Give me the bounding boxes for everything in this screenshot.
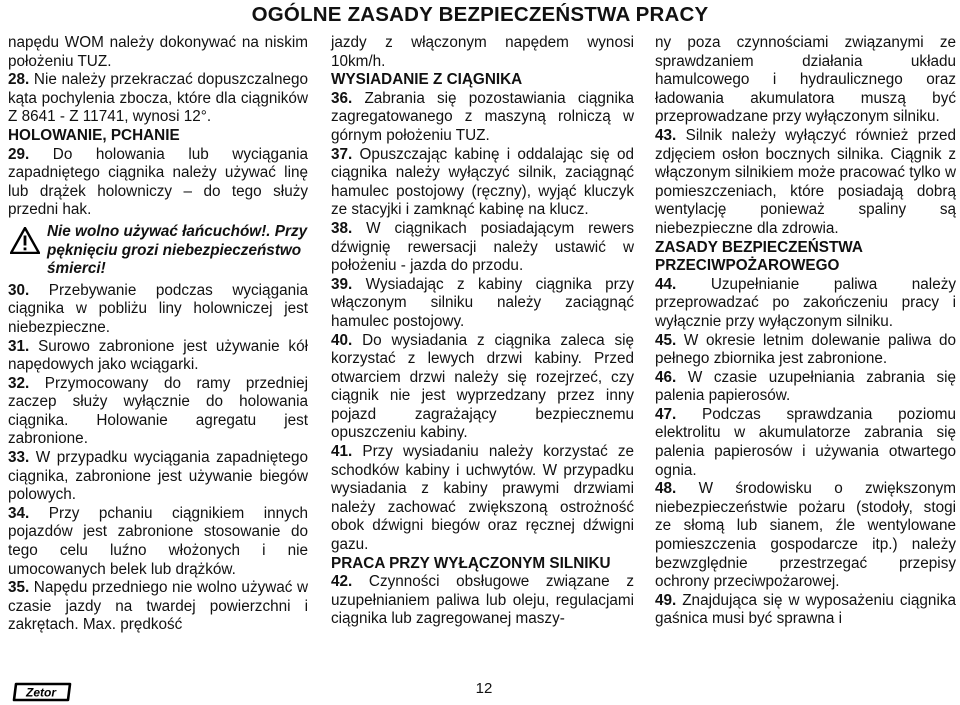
- item-number: 35.: [8, 579, 30, 597]
- warning-box: [8, 223, 308, 279]
- item-text: W środowisku o zwiększonym niebezpieczeństwie pożaru (stodoły, stogi ze słomą lub sianem, źle wentylowane pomieszczenia gospodarcze itp.) należy bezwzględnie przestrzegać przepisy ochrony przeciwpożarowej.: [655, 480, 956, 591]
- item-number: 36.: [331, 89, 353, 107]
- item-40: [331, 332, 634, 444]
- item-44: [655, 276, 956, 332]
- item-number: 47.: [655, 405, 677, 423]
- item-number: 32.: [8, 374, 30, 392]
- section-heading-pozar: ZASADY BEZPIECZEŃSTWA PRZECIWPOŻAROWEGO: [655, 238, 863, 275]
- item-number: 34.: [8, 504, 30, 522]
- item-text: W czasie uzupełniania zabrania się palenia papierosów.: [655, 368, 956, 405]
- item-number: 39.: [331, 275, 353, 293]
- column-2: [331, 34, 634, 629]
- item-number: 33.: [8, 449, 30, 467]
- item-number: 31.: [8, 337, 30, 355]
- item-38: [331, 220, 634, 276]
- warning-text: Nie wolno używać łańcuchów!. Przy pęknięciu grozi niebezpieczeństwo śmierci!: [47, 222, 308, 278]
- item-text: Znajdująca się w wyposażeniu ciągnika gaśnica musi być sprawna i: [655, 591, 956, 628]
- item-30: [8, 282, 308, 338]
- item-number: 38.: [331, 219, 353, 237]
- warning-triangle-icon: [10, 227, 40, 254]
- zetor-logo-icon: [10, 681, 74, 703]
- item-41: [331, 443, 634, 555]
- item-number: 37.: [331, 145, 353, 163]
- item-number: 46.: [655, 368, 677, 386]
- item-text: Nie należy przekraczać dopuszczalnego kąta pochylenia zbocza, które dla ciągników Z 8641 - Z 11741, wynosi 12°.: [8, 71, 308, 126]
- item-number: 29.: [8, 145, 30, 163]
- item-number: 45.: [655, 331, 677, 349]
- item-number: 41.: [331, 443, 353, 461]
- paragraph-continued: ny poza czynnościami związanymi ze sprawdzaniem działania układu hamulcowego i hydraulicznego oraz ładowania akumulatora muszą być przeprowadzane przy wyłączonym silniku.: [655, 34, 956, 126]
- item-28: [8, 71, 308, 127]
- item-number: 44.: [655, 275, 677, 293]
- item-49: [655, 592, 956, 629]
- item-39: [331, 276, 634, 332]
- item-text: Przymocowany do ramy przedniej zaczep służy wyłącznie do holowania ciągnika. Holowanie agregatu jest zabronione.: [8, 374, 308, 448]
- column-3: [655, 34, 956, 629]
- item-37: [331, 146, 634, 220]
- section-heading-holowanie: HOLOWANIE, PCHANIE: [8, 126, 180, 144]
- item-36: [331, 90, 634, 146]
- item-text: Surowo zabronione jest używanie kół napędowych jako wciągarki.: [8, 337, 308, 374]
- item-number: 49.: [655, 591, 677, 609]
- item-text: W przypadku wyciągania zapadniętego ciągnika, zabronione jest używanie biegów polowych.: [8, 449, 308, 504]
- item-31: [8, 338, 308, 375]
- item-text: Silnik należy wyłączyć również przed zdjęciem osłon bocznych silnika. Ciągnik z włączonym silnikiem może pracować tylko w pomieszczeniach, które posiadają dobrą wentylację ponieważ spaliny są niebezpieczne dla zdrowia.: [655, 126, 956, 237]
- item-text: Przebywanie podczas wyciągania ciągnika w pobliżu liny holowniczej jest niebezpieczne.: [8, 281, 308, 336]
- item-34: [8, 505, 308, 579]
- item-text: Do holowania lub wyciągania zapadniętego ciągnika należy używać linę lub drążek holowniczy – do tego służy przedni hak.: [8, 145, 308, 219]
- item-text: Napędu przedniego nie wolno używać w czasie jazdy na twardej powierzchni i zakrętach. Max. prędkość: [8, 579, 308, 634]
- item-42: [331, 573, 634, 629]
- item-text: Do wysiadania z ciągnika zaleca się korzystać z lewych drzwi kabiny. Przed otwarciem drzwi należy się rozejrzeć, czy ciągnik nie jest wyprzedzany przez inny pojazd zagrażający bezpiecznemu opuszczeniu kabiny.: [331, 331, 634, 442]
- item-text: Przy pchaniu ciągnikiem innych pojazdów jest zabronione stosowanie do tego celu luźno włożonych i nie umocowanych belek lub drążków.: [8, 504, 308, 578]
- item-35: [8, 579, 308, 635]
- item-number: 43.: [655, 126, 677, 144]
- item-number: 40.: [331, 331, 353, 349]
- item-text: Wysiadając z kabiny ciągnika przy włączonym silniku należy zaciągnąć hamulec postojowy.: [331, 275, 634, 330]
- item-text: W okresie letnim dolewanie paliwa do pełnego zbiornika jest zabronione.: [655, 331, 956, 368]
- paragraph-continued: napędu WOM należy dokonywać na niskim położeniu TUZ.: [8, 34, 308, 70]
- item-number: 48.: [655, 480, 677, 498]
- item-number: 28.: [8, 71, 30, 89]
- item-text: Czynności obsługowe związane z uzupełnianiem paliwa lub oleju, regulacjami ciągnika lub zagregowanej maszy-: [331, 573, 634, 628]
- column-1: [8, 34, 308, 635]
- item-32: [8, 375, 308, 449]
- item-text: Podczas sprawdzania poziomu elektrolitu w akumulatorze zabrania się palenia papierosów i używania otwartego ognia.: [655, 405, 956, 479]
- section-heading-silnik: PRACA PRZY WYŁĄCZONYM SILNIKU: [331, 554, 611, 572]
- item-47: [655, 406, 956, 480]
- item-43: [655, 127, 956, 239]
- paragraph-continued: jazdy z włączonym napędem wynosi 10km/h.: [331, 34, 634, 70]
- item-text: Opuszczając kabinę i oddalając się od ciągnika należy wyłączyć silnik, zaciągnąć hamulec postojowy (ręczny), wyjąć kluczyk ze stacyjki i zamknąć kabinę na klucz.: [331, 145, 634, 219]
- item-46: [655, 369, 956, 406]
- item-text: Przy wysiadaniu należy korzystać ze schodków kabiny i uchwytów. W przypadku wysiadania z kabiny prawymi drzwiami należy zachować zwiększoną ostrożność obok dźwigni biegów oraz ręcznej dźwigni gazu.: [331, 443, 634, 554]
- item-29: [8, 146, 308, 220]
- page-number: 12: [475, 680, 493, 697]
- item-number: 30.: [8, 281, 30, 299]
- item-45: [655, 332, 956, 369]
- item-text: W ciągnikach posiadającym rewers dźwignię rewersacji należy ustawić w położeniu - jazda do przodu.: [331, 219, 634, 275]
- item-48: [655, 480, 956, 592]
- item-text: Zabrania się pozostawiania ciągnika zagregatowanego z maszyną rolniczą w górnym położeniu TUZ.: [331, 89, 634, 144]
- logo-text: Zetor: [26, 685, 56, 700]
- item-text: Uzupełnianie paliwa należy przeprowadzać po zakończeniu pracy i wyłącznie przy wyłączonym silniku.: [655, 275, 956, 330]
- section-heading-wysiadanie: WYSIADANIE Z CIĄGNIKA: [331, 71, 523, 89]
- item-33: [8, 449, 308, 505]
- item-number: 42.: [331, 573, 353, 591]
- page-header-title: OGÓLNE ZASADY BEZPIECZEŃSTWA PRACY: [251, 3, 709, 26]
